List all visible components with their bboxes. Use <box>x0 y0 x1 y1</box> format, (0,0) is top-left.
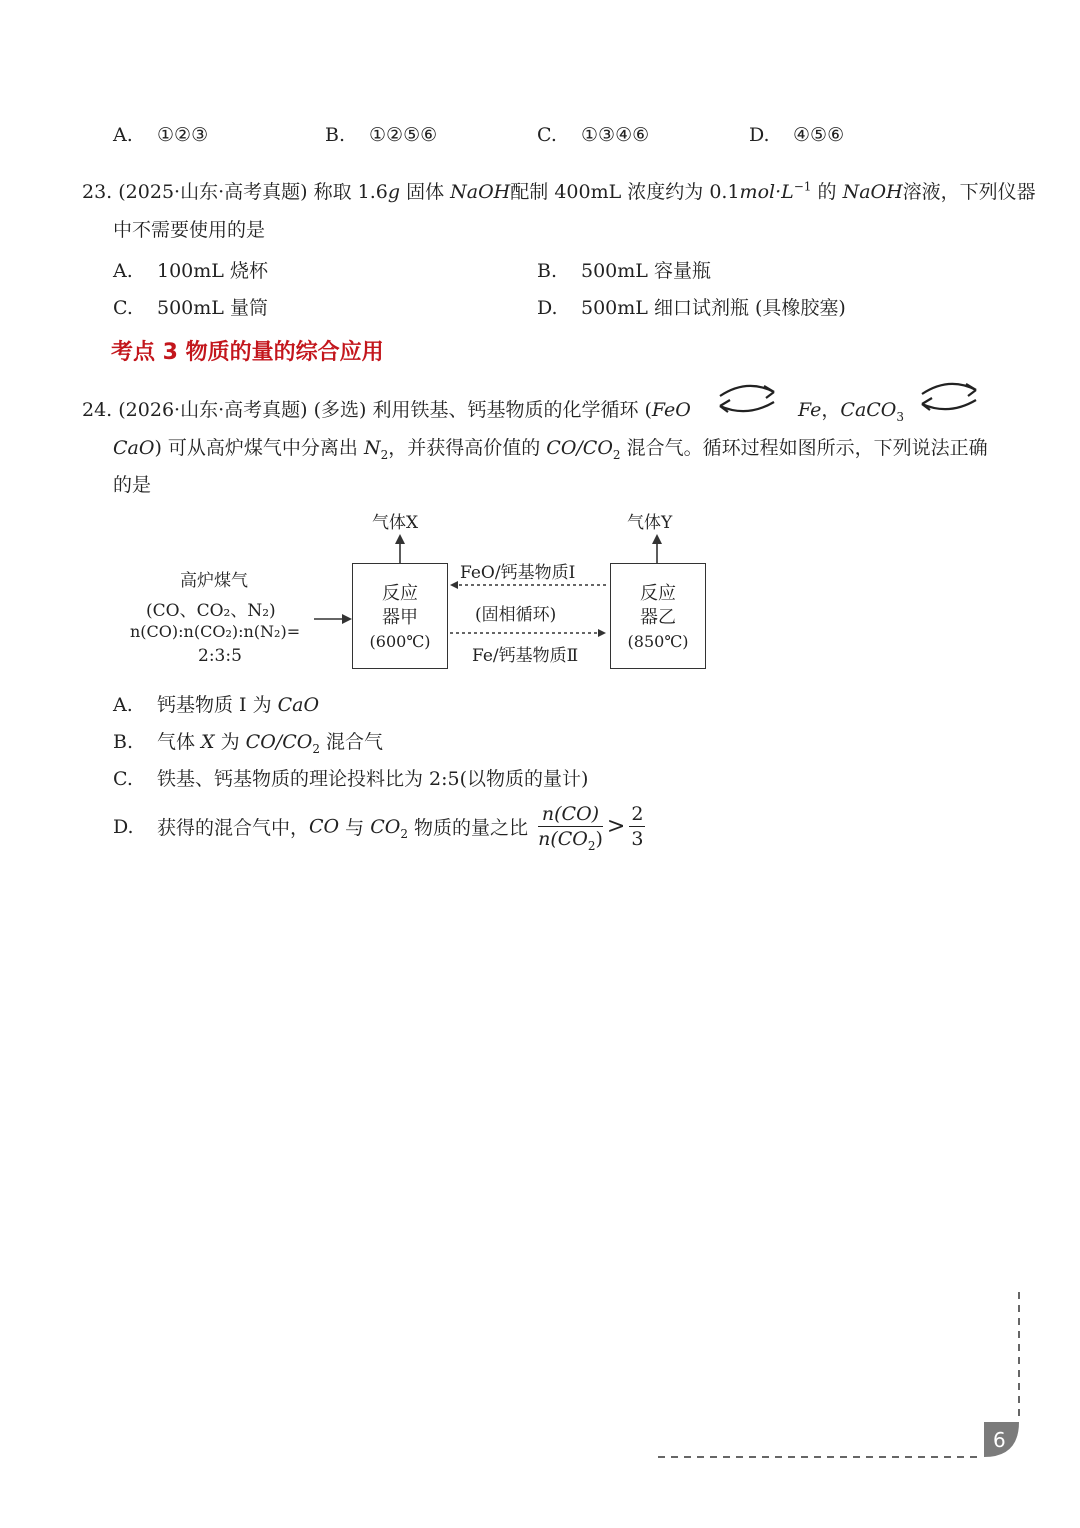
reactor-a-temp: (600℃) <box>369 632 431 651</box>
gas-x-label: 气体X <box>372 513 419 533</box>
mass-unit: g <box>387 181 401 203</box>
question-source: (2025·山东·高考真题) <box>118 181 308 203</box>
q24-option-a <box>113 690 319 717</box>
formula-naoh: NaOH <box>450 181 511 203</box>
question-source: (2026·山东·高考真题) <box>118 399 308 421</box>
stem-text: 混合气。循环过程如图所示，下列说法正确 <box>626 437 988 459</box>
reactor-b-temp: (850℃) <box>627 632 689 651</box>
denominator-text: n(CO <box>538 828 588 850</box>
q24-option-d <box>113 802 649 851</box>
option-letter: C. <box>113 297 133 319</box>
formula-co2-text: CO <box>370 815 401 838</box>
option-text: 气体 <box>157 731 202 753</box>
reactor-b-label: 器乙 <box>640 607 676 628</box>
option-text: 100mL 烧杯 <box>157 260 268 282</box>
option-text: ①③④⑥ <box>581 124 650 146</box>
fraction-denominator <box>538 827 603 851</box>
top-flow-label: FeO/钙基物质I <box>460 563 576 583</box>
option-text: 为 <box>214 731 246 753</box>
concentration-value: 0.1 <box>709 181 740 203</box>
unit-exponent: −1 <box>793 179 812 194</box>
option-text: 获得的混合气中， <box>157 817 310 839</box>
option-letter: A. <box>113 260 133 282</box>
gas-y-label: 气体Y <box>627 513 673 533</box>
diagram-lines <box>0 0 1080 700</box>
subscript: 2 <box>380 447 389 462</box>
volume-value: 400mL <box>554 181 622 203</box>
option-letter: C. <box>113 768 133 790</box>
feed-ratio-value: 2:3:5 <box>198 646 242 666</box>
formula-cao: CaO <box>277 694 320 716</box>
ratio-fraction <box>538 802 603 851</box>
bottom-flow-label: Fe/钙基物质Ⅱ <box>472 646 579 666</box>
option-text: 铁基、钙基物质的理论投料比为 2:5(以物质的量计) <box>157 768 589 790</box>
subscript: 2 <box>312 741 320 756</box>
formula-cao: CaO <box>113 437 155 459</box>
option-text: ①②③ <box>157 124 209 146</box>
option-letter: D. <box>537 297 558 319</box>
option-text: 500mL 容量瓶 <box>581 260 711 282</box>
subscript: 2 <box>400 826 408 841</box>
option-text: ①②⑤⑥ <box>369 124 438 146</box>
feed-ratio-label: n(CO):n(CO₂):n(N₂)= <box>130 622 301 641</box>
reactor-b-label: 反应 <box>640 583 676 604</box>
option-text: 与 <box>339 817 371 839</box>
q24-option-b <box>113 727 383 754</box>
question-number: 23. <box>82 181 113 203</box>
stem-text: 的 <box>817 181 837 203</box>
option-letter: B. <box>113 731 134 753</box>
formula-feo: FeO <box>651 399 691 421</box>
option-letter: B. <box>325 124 346 146</box>
formula-co-co2: CO/CO <box>245 731 313 753</box>
formula-naoh: NaOH <box>842 181 903 203</box>
q24-option-c <box>113 764 588 791</box>
fraction-numerator: 2 <box>631 803 644 825</box>
fraction-numerator: n(CO) <box>538 802 603 827</box>
stem-text: 称取 <box>313 181 352 203</box>
mid-flow-label: (固相循环) <box>475 605 557 625</box>
reactor-a-label: 器甲 <box>382 607 418 628</box>
q23-stem-line2: 中不需要使用的是 <box>113 219 266 241</box>
feed-composition: (CO、CO₂、N₂) <box>146 601 276 621</box>
stem-text: 配制 <box>510 181 549 203</box>
formula-co-co2: CO/CO <box>546 437 613 459</box>
stem-text: ，并获得高价值的 <box>388 437 541 459</box>
option-letter: A. <box>113 694 133 716</box>
formula-caco3: CaCO <box>840 399 897 421</box>
value-fraction <box>629 802 645 851</box>
separator: ， <box>821 399 841 421</box>
reactor-a-label: 反应 <box>382 583 418 604</box>
option-letter: D. <box>113 815 134 838</box>
option-letter: B. <box>537 260 558 282</box>
concentration-unit: mol·L <box>739 181 794 203</box>
page-corner-decoration <box>650 1290 1030 1470</box>
formula-fe: Fe <box>798 399 822 421</box>
formula-n2: N <box>363 437 381 459</box>
page-number: 6 <box>993 1428 1006 1452</box>
option-text: ④⑤⑥ <box>793 124 845 146</box>
variable-x: X <box>201 731 215 753</box>
stem-text: 固体 <box>406 181 445 203</box>
option-text: 物质的量之比 <box>408 817 535 839</box>
subscript: 2 <box>587 838 596 853</box>
option-text: 500mL 细口试剂瓶 (具橡胶塞) <box>581 297 846 319</box>
fraction-denominator: 3 <box>631 828 644 850</box>
q24-stem-line3: 的是 <box>113 474 152 496</box>
option-text: 500mL 量筒 <box>157 297 268 319</box>
denominator-close: ) <box>595 828 603 850</box>
option-letter: C. <box>537 124 557 146</box>
stem-text: ) 可从高炉煤气中分离出 <box>154 437 358 459</box>
greater-than-sign: > <box>606 814 626 839</box>
option-letter: A. <box>113 124 133 146</box>
subscript: 2 <box>612 447 621 462</box>
section-title: 考点 3 物质的量的综合应用 <box>111 340 384 365</box>
stem-text: 溶液，下列仪器 <box>902 181 1036 203</box>
feed-title: 高炉煤气 <box>180 571 248 591</box>
option-letter: D. <box>749 124 770 146</box>
question-tag: (多选) <box>313 399 367 421</box>
stem-text: 利用铁基、钙基物质的化学循环 ( <box>372 399 652 421</box>
subscript: 3 <box>896 409 905 424</box>
option-text: 钙基物质 Ⅰ 为 <box>157 694 278 716</box>
mass-value: 1.6 <box>357 181 388 203</box>
option-text: 混合气 <box>319 731 383 753</box>
question-number: 24. <box>82 399 113 421</box>
reactor-b-box <box>610 563 706 669</box>
stem-text: 浓度约为 <box>627 181 704 203</box>
formula-co2 <box>370 815 408 841</box>
reactor-a-box <box>352 563 448 669</box>
formula-co: CO <box>309 815 340 838</box>
